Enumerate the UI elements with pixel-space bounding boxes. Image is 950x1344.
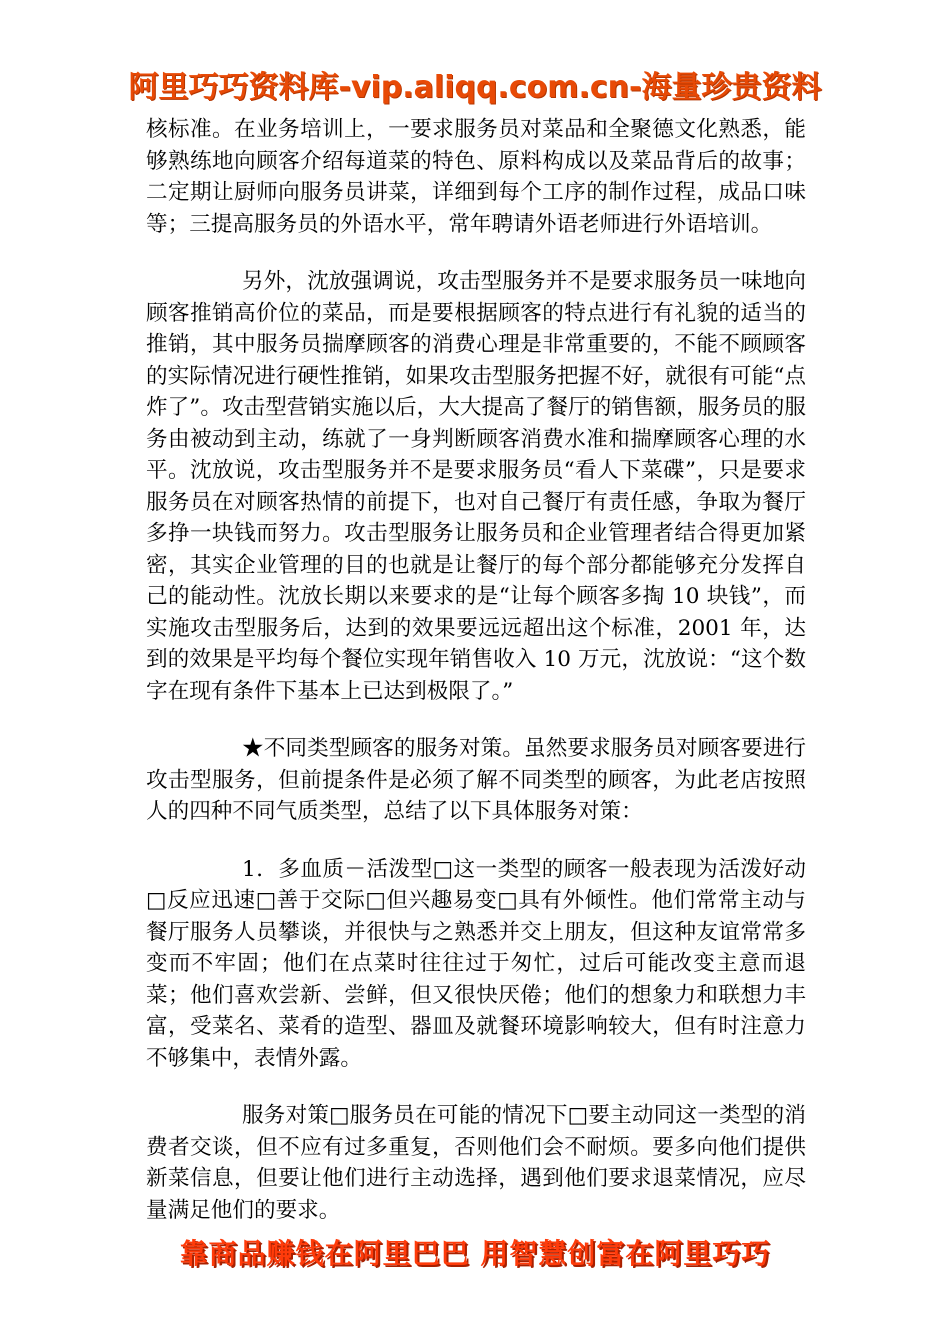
paragraph-customer-types: ★不同类型顾客的服务对策。虽然要求服务员对顾客要进行攻击型服务，但前提条件是必须了解不同类型的顾客，为此老店按照人的四种不同气质类型，总结了以下具体服务对策： xyxy=(146,736,806,824)
header-banner: 阿里巧巧资料库-vip.aliqq.com.cn-海量珍贵资料 xyxy=(128,70,822,105)
paragraph-service-strategy: 服务对策□服务员在可能的情况下□要主动同这一类型的消费者交谈，但不应有过多重复，否则他们会不耐烦。要多向他们提供新菜信息，但要让他们进行主动选择，遇到他们要求退菜情况，应尽量满足他们的要求。 xyxy=(146,1103,806,1223)
paragraph-sanguine-type: 1．多血质－活泼型□这一类型的顾客一般表现为活泼好动□反应迅速□善于交际□但兴趣易变□具有外倾性。他们常常主动与餐厅服务人员攀谈，并很快与之熟悉并交上朋友，但这种友谊常常多变而不牢固；他们在点菜时往往过于匆忙，过后可能改变主意而退菜；他们喜欢尝新、尝鲜，但又很快厌倦；他们的想象力和联想力丰富，受菜名、菜肴的造型、器皿及就餐环境影响较大，但有时注意力不够集中，表情外露。 xyxy=(146,856,806,1071)
paragraph-offensive-service: 另外，沈放强调说，攻击型服务并不是要求服务员一味地向顾客推销高价位的菜品，而是要根据顾客的特点进行有礼貌的适当的推销，其中服务员揣摩顾客的消费心理是非常重要的，不能不顾顾客的实际情况进行硬性推销，如果攻击型服务把握不好，就很有可能“点炸了”。攻击型营销实施以后，大大提高了餐厅的销售额，服务员的服务由被动到主动，练就了一身判断顾客消费水准和揣摩顾客心理的水平。沈放说，攻击型服务并不是要求服务员“看人下菜碟”，只是要求服务员在对顾客热情的前提下，也对自己餐厅有责任感，争取为餐厅多挣一块钱而努力。攻击型服务让服务员和企业管理者结合得更加紧密，其实企业管理的目的也就是让餐厅的每个部分都能够充分发挥自己的能动性。沈放长期以来要求的是“让每个顾客多掏 10 块钱”，而实施攻击型服务后，达到的效果要远远超出这个标准，2001 年，达到的效果是平均每个餐位实现年销售收入 10 万元，沈放说：“这个数字在现有条件下基本上已达到极限了。” xyxy=(146,269,806,704)
footer-banner: 靠商品赚钱在阿里巴巴 用智慧创富在阿里巧巧 xyxy=(179,1237,771,1270)
document-body xyxy=(146,114,806,1252)
paragraph-continuation: 核标准。在业务培训上，一要求服务员对菜品和全聚德文化熟悉，能够熟练地向顾客介绍每道菜的特色、原料构成以及菜品背后的故事；二定期让厨师向服务员讲菜，详细到每个工序的制作过程，成品口味等；三提高服务员的外语水平，常年聘请外语老师进行外语培训。 xyxy=(146,117,806,237)
